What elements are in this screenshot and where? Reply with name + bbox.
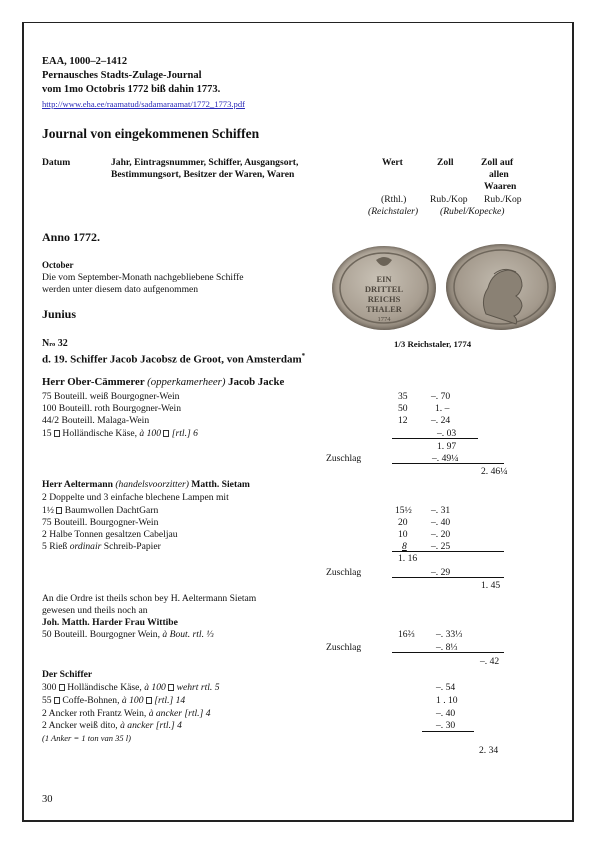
col-description-line1: Jahr, Eintragsnummer, Schiffer, Ausgangsort,: [111, 157, 299, 168]
sec1-row-2-desc: 100 Bouteill. roth Bourgogner-Wein: [42, 403, 182, 414]
sec2-row-1-desc: 2 Doppelte und 3 einfache blechene Lampen mit: [42, 492, 229, 503]
entry-date-line: [42, 350, 305, 367]
sec1-row-2-wert: 50: [398, 403, 408, 414]
sec4-row-4-desc: [42, 720, 182, 731]
coin-obverse-image: [332, 246, 436, 330]
unit-rubkop-zoll: Rub./Kop: [430, 194, 468, 205]
page-number: 30: [42, 794, 53, 805]
sec3-row-desc: [42, 629, 214, 640]
sec4-row-2-item: Coffe-Bohnen,: [60, 695, 122, 706]
sec1-sum: 1. 97: [437, 441, 457, 452]
unit-reichstaler: (Reichstaler): [368, 206, 419, 217]
sec1-row-4-qty: 15: [42, 428, 54, 439]
sec1-row-3-wert: 12: [398, 415, 408, 426]
sec4-row-2-zoll: 1 . 10: [436, 695, 458, 706]
sec4-row-2-rate: à 100: [121, 695, 146, 706]
sec2-row-5-quality: ordinair: [69, 541, 102, 552]
sec2-zuschlag: –. 29: [431, 567, 451, 578]
sec1-total-rule: [392, 463, 504, 464]
sec4-row-1-qty: 300: [42, 682, 59, 693]
sec2-row-2-wert: 15½: [395, 505, 412, 516]
anno-heading: Anno 1772.: [42, 230, 101, 244]
sec4-row-2-price: [rtl.] 14: [151, 695, 186, 706]
sec2-total: 1. 45: [481, 580, 501, 591]
sec2-title: [42, 479, 250, 490]
sec4-row-3-desc: [42, 708, 211, 719]
svg-text:DRITTEL: DRITTEL: [364, 284, 404, 294]
coin-reverse-portrait: [446, 244, 556, 330]
sec1-zuschlag-label: Zuschlag: [326, 453, 362, 464]
sec4-anker-note: (1 Anker = 1 ton van 35 l): [42, 733, 131, 743]
svg-text:THALER: THALER: [366, 304, 402, 314]
sec2-row-2-item: Baumwollen DachtGarn: [62, 505, 159, 516]
col-zoll-auf-1: Zoll auf: [481, 157, 514, 168]
journal-source-title: Pernausches Stadts-Zulage-Journal: [42, 70, 202, 81]
sec4-row-2-qty: 55: [42, 695, 54, 706]
svg-text:REICHS: REICHS: [367, 294, 401, 304]
sec4-row-3-zoll: –. 40: [436, 708, 456, 719]
col-zoll: Zoll: [437, 157, 454, 168]
sec4-row-1-zoll: –. 54: [436, 682, 456, 693]
sec1-row-1-wert: 35: [398, 391, 408, 402]
archive-reference: EAA, 1000–2–1412: [42, 56, 128, 67]
sec1-row-2-zoll: 1. –: [435, 403, 450, 414]
sec2-row-2-qty: 1½: [42, 505, 57, 516]
sec3-total-rule: [392, 652, 504, 653]
sec4-row-1-price: wehrt rtl. 5: [174, 682, 220, 693]
sec2-zuschlag-label: Zuschlag: [326, 567, 362, 578]
sec3-zuschlag-label: Zuschlag: [326, 642, 362, 653]
sec4-row-1-desc: [42, 682, 220, 693]
sec1-title: [42, 376, 284, 388]
sec1-row-4-desc: [42, 428, 198, 439]
sec4-row-1-rate: à 100: [144, 682, 169, 693]
sec2-row-3-zoll: –. 40: [431, 517, 451, 528]
coin-reverse-image: [446, 244, 556, 330]
sec4-row-3-item: 2 Ancker roth Frantz Wein,: [42, 708, 149, 719]
sec1-row-3-zoll: –. 24: [431, 415, 451, 426]
sec2-sum: 1. 16: [398, 553, 418, 564]
col-zoll-auf-3: Waaren: [484, 181, 517, 192]
coin-obverse-engraving: [332, 246, 436, 330]
entry-number: [42, 338, 68, 350]
sec3-row-rate: à Bout. rtl. ⅓: [162, 629, 214, 640]
sec1-title-person: Jacob Jacke: [225, 376, 285, 388]
unit-rubkop-total: Rub./Kop: [484, 194, 522, 205]
sec1-row-1-zoll: –. 70: [431, 391, 451, 402]
col-description-line2: Bestimmungsort, Besitzer der Waren, Waren: [111, 169, 295, 180]
sec3-total: –. 42: [480, 656, 500, 667]
journal-source-period: vom 1mo Octobris 1772 biß dahin 1773.: [42, 84, 221, 95]
sec1-row-4-zoll: –. 03: [437, 428, 457, 439]
sec2-row-4-wert: 10: [398, 529, 408, 540]
junius-heading: Junius: [42, 307, 77, 321]
coin-caption: 1/3 Reichstaler, 1774: [394, 339, 472, 349]
sec3-note-1: An die Ordre ist theils schon bey H. Aeltermann Sietam: [42, 593, 257, 604]
svg-text:EIN: EIN: [376, 274, 392, 284]
october-heading: October: [42, 260, 74, 270]
sec1-row-4-rate: à 100: [139, 428, 164, 439]
sec1-title-translation: (opperkamerheer): [147, 376, 226, 388]
sec2-row-3-wert: 20: [398, 517, 408, 528]
sec4-title: Der Schiffer: [42, 669, 93, 680]
october-text-2: werden unter diesem dato aufgenommen: [42, 284, 199, 295]
sec2-title-name: Herr Aeltermann: [42, 479, 116, 490]
entry-date-text: d. 19. Schiffer Jacob Jacobsz de Groot, von Amsterdam: [42, 353, 302, 366]
sec4-sum-rule: [422, 731, 474, 732]
sec4-row-4-rate: à ancker [rtl.] 4: [120, 720, 182, 731]
source-link[interactable]: http://www.eha.ee/raamatud/sadamaraamat/1772_1773.pdf: [42, 99, 245, 109]
sec2-row-5-zoll: –. 25: [431, 541, 451, 552]
sec2-row-4-zoll: –. 20: [431, 529, 451, 540]
sec2-row-2-desc: [42, 505, 158, 516]
sec1-row-3-desc: 44/2 Bouteill. Malaga-Wein: [42, 415, 150, 426]
sec2-row-3-desc: 75 Bouteill. Bourgogner-Wein: [42, 517, 159, 528]
sec2-row-2-zoll: –. 31: [431, 505, 451, 516]
col-wert: Wert: [382, 157, 403, 168]
unit-rthl: (Rthl.): [381, 194, 407, 205]
entry-number-value: 32: [57, 338, 68, 349]
sec4-row-4-zoll: –. 30: [436, 720, 456, 731]
sec3-row-item: 50 Bouteill. Bourgogner Wein,: [42, 629, 163, 640]
sec1-zuschlag: –. 49¼: [432, 453, 459, 464]
october-text-1: Die vom September-Monath nachgebliebene Schiffe: [42, 272, 244, 283]
sec1-sum-rule: [392, 438, 478, 439]
sec3-title: Joh. Matth. Harder Frau Wittibe: [42, 617, 178, 628]
sec3-zuschlag: –. 8⅓: [436, 642, 458, 653]
col-datum: Datum: [42, 157, 71, 168]
sec4-row-1-item: Holländische Käse,: [64, 682, 145, 693]
sec2-row-5-item: Schreib-Papier: [101, 541, 161, 552]
col-zoll-auf-2: allen: [489, 169, 509, 180]
sec1-row-4-item: Holländische Käse,: [60, 428, 140, 439]
sec4-row-4-item: 2 Ancker weiß dito,: [42, 720, 121, 731]
sec4-total: 2. 34: [479, 745, 499, 756]
entry-number-superscript: ro: [49, 341, 56, 348]
svg-text:1774: 1774: [377, 316, 391, 323]
unit-rubel-kopecke: (Rubel/Kopecke): [440, 206, 505, 217]
sec2-sum-rule: [392, 551, 504, 552]
sec1-title-name: Herr Ober-Cämmerer: [42, 376, 148, 388]
sec1-row-1-desc: 75 Bouteill. weiß Bourgogner-Wein: [42, 391, 180, 402]
sec1-row-4-price: [rtl.] 6: [169, 428, 198, 439]
entry-number-prefix: N: [42, 338, 50, 349]
journal-title: Journal von eingekommenen Schiffen: [42, 126, 260, 141]
sec2-title-translation: (handelsvoorzitter): [115, 479, 189, 490]
sec2-row-5-desc: [42, 541, 161, 552]
sec1-total: 2. 46¼: [481, 466, 508, 477]
entry-footnote-mark: *: [301, 352, 306, 360]
sec2-title-person: Matth. Sietam: [188, 479, 250, 490]
sec3-note-2: gewesen und theils noch an: [42, 605, 148, 616]
sec4-row-3-rate: à ancker [rtl.] 4: [148, 708, 211, 719]
sec3-wert: 16⅔: [398, 629, 415, 640]
sec2-row-4-desc: 2 Halbe Tonnen gesaltzen Cabeljau: [42, 529, 178, 540]
sec2-total-rule: [392, 577, 504, 578]
sec3-zoll: –. 33⅓: [436, 629, 463, 640]
sec4-row-2-desc: [42, 695, 185, 706]
sec2-row-5-wert: 8: [402, 541, 407, 552]
sec2-row-5-qty: 5 Rieß: [42, 541, 70, 552]
